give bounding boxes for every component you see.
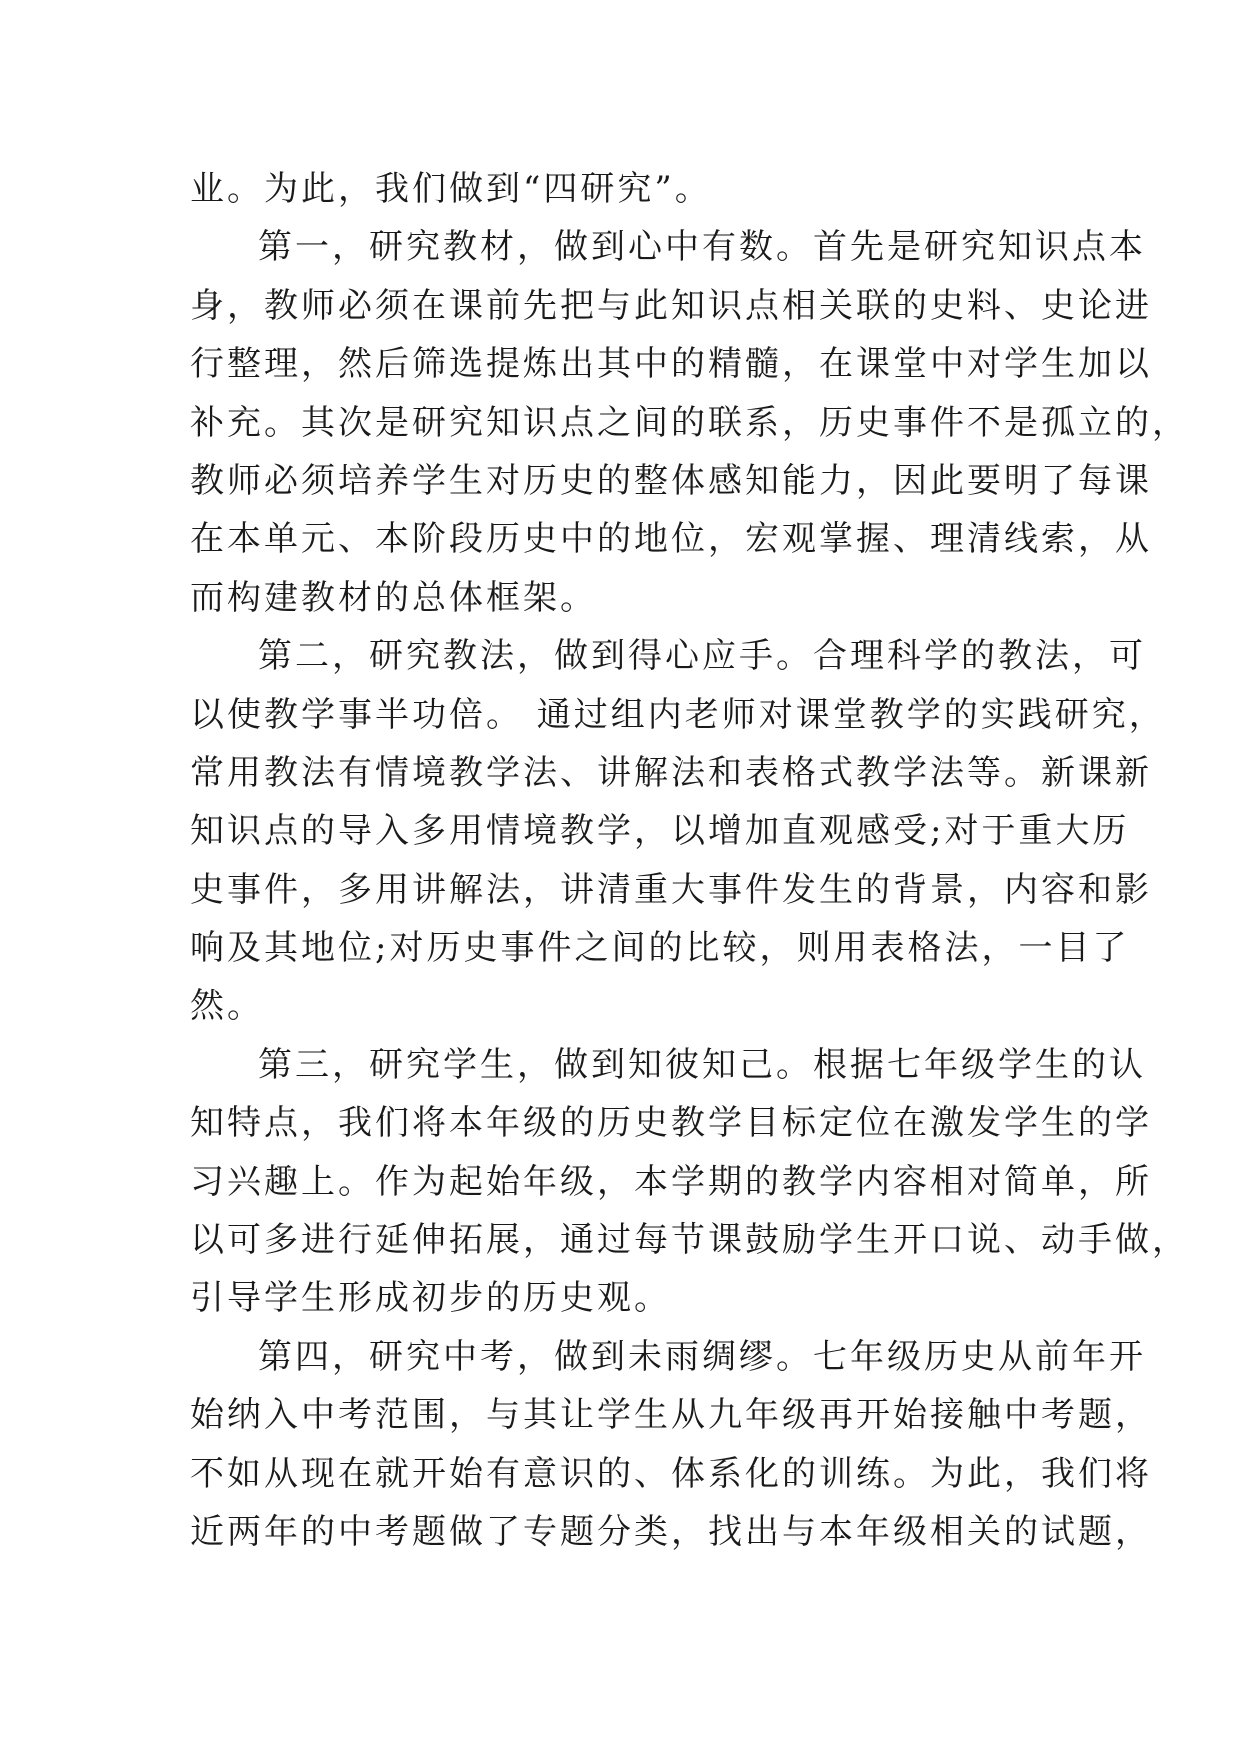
body-text	[190, 160, 1189, 1561]
text-line: 始纳入中考范围，与其让学生从九年级再开始接触中考题，	[190, 1395, 1152, 1436]
text-line: 在本单元、本阶段历史中的地位，宏观掌握、理清线索，从	[190, 519, 1152, 560]
text-line: 教师必须培养学生对历史的整体感知能力，因此要明了每课	[190, 460, 1152, 501]
text-line: 史事件，多用讲解法，讲清重大事件发生的背景，内容和影	[190, 869, 1152, 910]
paragraph-3-start: 第三，研究学生，做到知彼知己。根据七年级学生的认	[258, 1044, 1146, 1085]
text-line: 响及其地位;对历史事件之间的比较，则用表格法，一目了	[190, 928, 1130, 969]
text-line: 近两年的中考题做了专题分类，找出与本年级相关的试题，	[190, 1511, 1152, 1552]
text-line: 知识点的导入多用情境教学，以增加直观感受;对于重大历	[190, 811, 1130, 852]
paragraph-1-start: 第一，研究教材，做到心中有数。首先是研究知识点本	[258, 227, 1146, 268]
text-line: 以可多进行延伸拓展，通过每节课鼓励学生开口说、动手做，	[190, 1220, 1189, 1261]
text-line: 习兴趣上。作为起始年级，本学期的教学内容相对简单，所	[190, 1161, 1152, 1202]
paragraph-2-start: 第二，研究教法，做到得心应手。合理科学的教法，可	[258, 636, 1146, 677]
paragraph-4-start: 第四，研究中考，做到未雨绸缪。七年级历史从前年开	[258, 1336, 1146, 1377]
text-line: 行整理，然后筛选提炼出其中的精髓，在课堂中对学生加以	[190, 344, 1152, 385]
text-line: 以使教学事半功倍。 通过组内老师对课堂教学的实践研究，	[190, 694, 1166, 735]
text-line: 身，教师必须在课前先把与此知识点相关联的史料、史论进	[190, 285, 1152, 326]
text-line: 知特点，我们将本年级的历史教学目标定位在激发学生的学	[190, 1103, 1152, 1144]
text-line: 不如从现在就开始有意识的、体系化的训练。为此，我们将	[190, 1453, 1152, 1494]
text-line: 引导学生形成初步的历史观。	[190, 1278, 671, 1319]
text-line: 常用教法有情境教学法、讲解法和表格式教学法等。新课新	[190, 752, 1152, 793]
text-line: 然。	[190, 986, 264, 1027]
text-line: 业。为此，我们做到“四研究”。	[190, 169, 712, 209]
text-line: 而构建教材的总体框架。	[190, 577, 597, 618]
text-line: 补充。其次是研究知识点之间的联系，历史事件不是孤立的，	[190, 402, 1189, 443]
